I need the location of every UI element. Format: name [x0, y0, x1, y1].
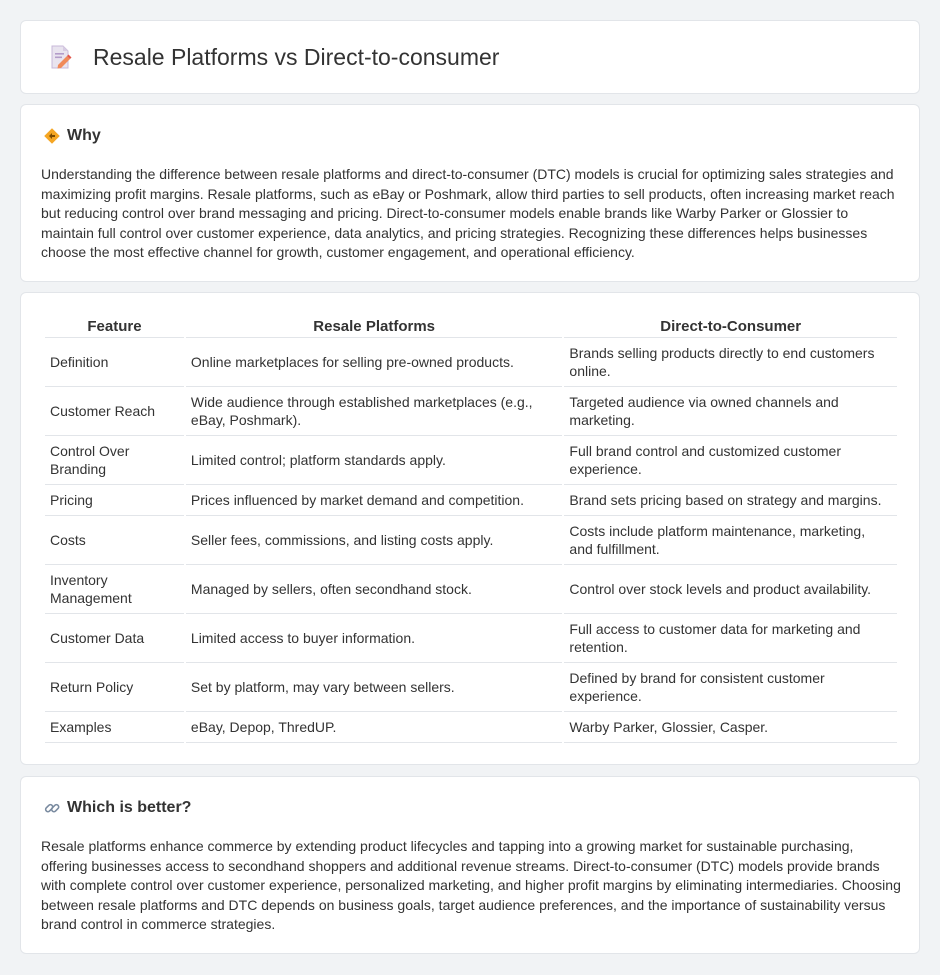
page-title: Resale Platforms vs Direct-to-consumer [93, 43, 500, 70]
link-icon [43, 799, 61, 817]
feature-cell: Inventory Management [45, 565, 184, 614]
table-row [45, 338, 897, 387]
which-is-better-section [20, 776, 920, 954]
dtc-cell: Targeted audience via owned channels and marketing. [564, 387, 897, 436]
table-row [45, 565, 897, 614]
resale-cell: Online marketplaces for selling pre-owned products. [186, 338, 563, 387]
header-resale: Resale Platforms [186, 315, 563, 338]
table-row [45, 663, 897, 712]
why-text: Understanding the difference between resale platforms and direct-to-consumer (DTC) models is crucial for optimizing sales strategies and maximizing profit margins. Resale platforms, such as eBay or Poshmark, allow third parties to sell products, often increasing market reach but reducing control over brand messaging and pricing. Direct-to-consumer models enable brands like Warby Parker or Glossier to maintain full control over customer experience, data analytics, and pricing strategies. Recognizing these differences helps businesses choose the most effective channel for growth, customer engagement, and operational efficiency. [41, 166, 895, 261]
feature-cell: Definition [45, 338, 184, 387]
dtc-cell: Defined by brand for consistent customer experience. [564, 663, 897, 712]
header-dtc: Direct-to-Consumer [564, 315, 897, 338]
dtc-cell: Brands selling products directly to end customers online. [564, 338, 897, 387]
why-section [20, 104, 920, 282]
table-header-row [45, 315, 897, 338]
document-edit-icon [47, 44, 73, 70]
table-row [45, 485, 897, 516]
table-row [45, 387, 897, 436]
why-heading: Why [67, 127, 101, 144]
resale-cell: Limited access to buyer information. [186, 614, 563, 663]
dtc-cell: Control over stock levels and product availability. [564, 565, 897, 614]
resale-cell: Prices influenced by market demand and competition. [186, 485, 563, 516]
feature-cell: Control Over Branding [45, 436, 184, 485]
table-row [45, 712, 897, 743]
header-feature: Feature [45, 315, 184, 338]
diamond-signal-icon [43, 127, 61, 145]
comparison-table-card [20, 292, 920, 765]
feature-cell: Customer Reach [45, 387, 184, 436]
dtc-cell: Full access to customer data for marketing and retention. [564, 614, 897, 663]
resale-cell: Seller fees, commissions, and listing costs apply. [186, 516, 563, 565]
table-row [45, 614, 897, 663]
title-card [20, 20, 920, 94]
table-row [45, 516, 897, 565]
feature-cell: Examples [45, 712, 184, 743]
feature-cell: Pricing [45, 485, 184, 516]
comparison-table [43, 315, 899, 743]
table-row [45, 436, 897, 485]
resale-cell: Limited control; platform standards apply. [186, 436, 563, 485]
dtc-cell: Warby Parker, Glossier, Casper. [564, 712, 897, 743]
resale-cell: Set by platform, may vary between sellers. [186, 663, 563, 712]
feature-cell: Costs [45, 516, 184, 565]
better-heading: Which is better? [67, 799, 192, 816]
feature-cell: Return Policy [45, 663, 184, 712]
better-text: Resale platforms enhance commerce by extending product lifecycles and tapping into a growing market for sustainable purchasing, offering businesses access to secondhand shoppers and additional revenue streams. Direct-to-consumer (DTC) models provide brands with complete control over customer experience, personalized marketing, and higher profit margins by eliminating intermediaries. Choosing between resale platforms and DTC depends on business goals, target audience preferences, and the importance of sustainability versus brand control in commerce strategies. [41, 838, 901, 933]
resale-cell: Wide audience through established marketplaces (e.g., eBay, Poshmark). [186, 387, 563, 436]
dtc-cell: Full brand control and customized customer experience. [564, 436, 897, 485]
dtc-cell: Costs include platform maintenance, marketing, and fulfillment. [564, 516, 897, 565]
resale-cell: Managed by sellers, often secondhand stock. [186, 565, 563, 614]
resale-cell: eBay, Depop, ThredUP. [186, 712, 563, 743]
feature-cell: Customer Data [45, 614, 184, 663]
dtc-cell: Brand sets pricing based on strategy and margins. [564, 485, 897, 516]
